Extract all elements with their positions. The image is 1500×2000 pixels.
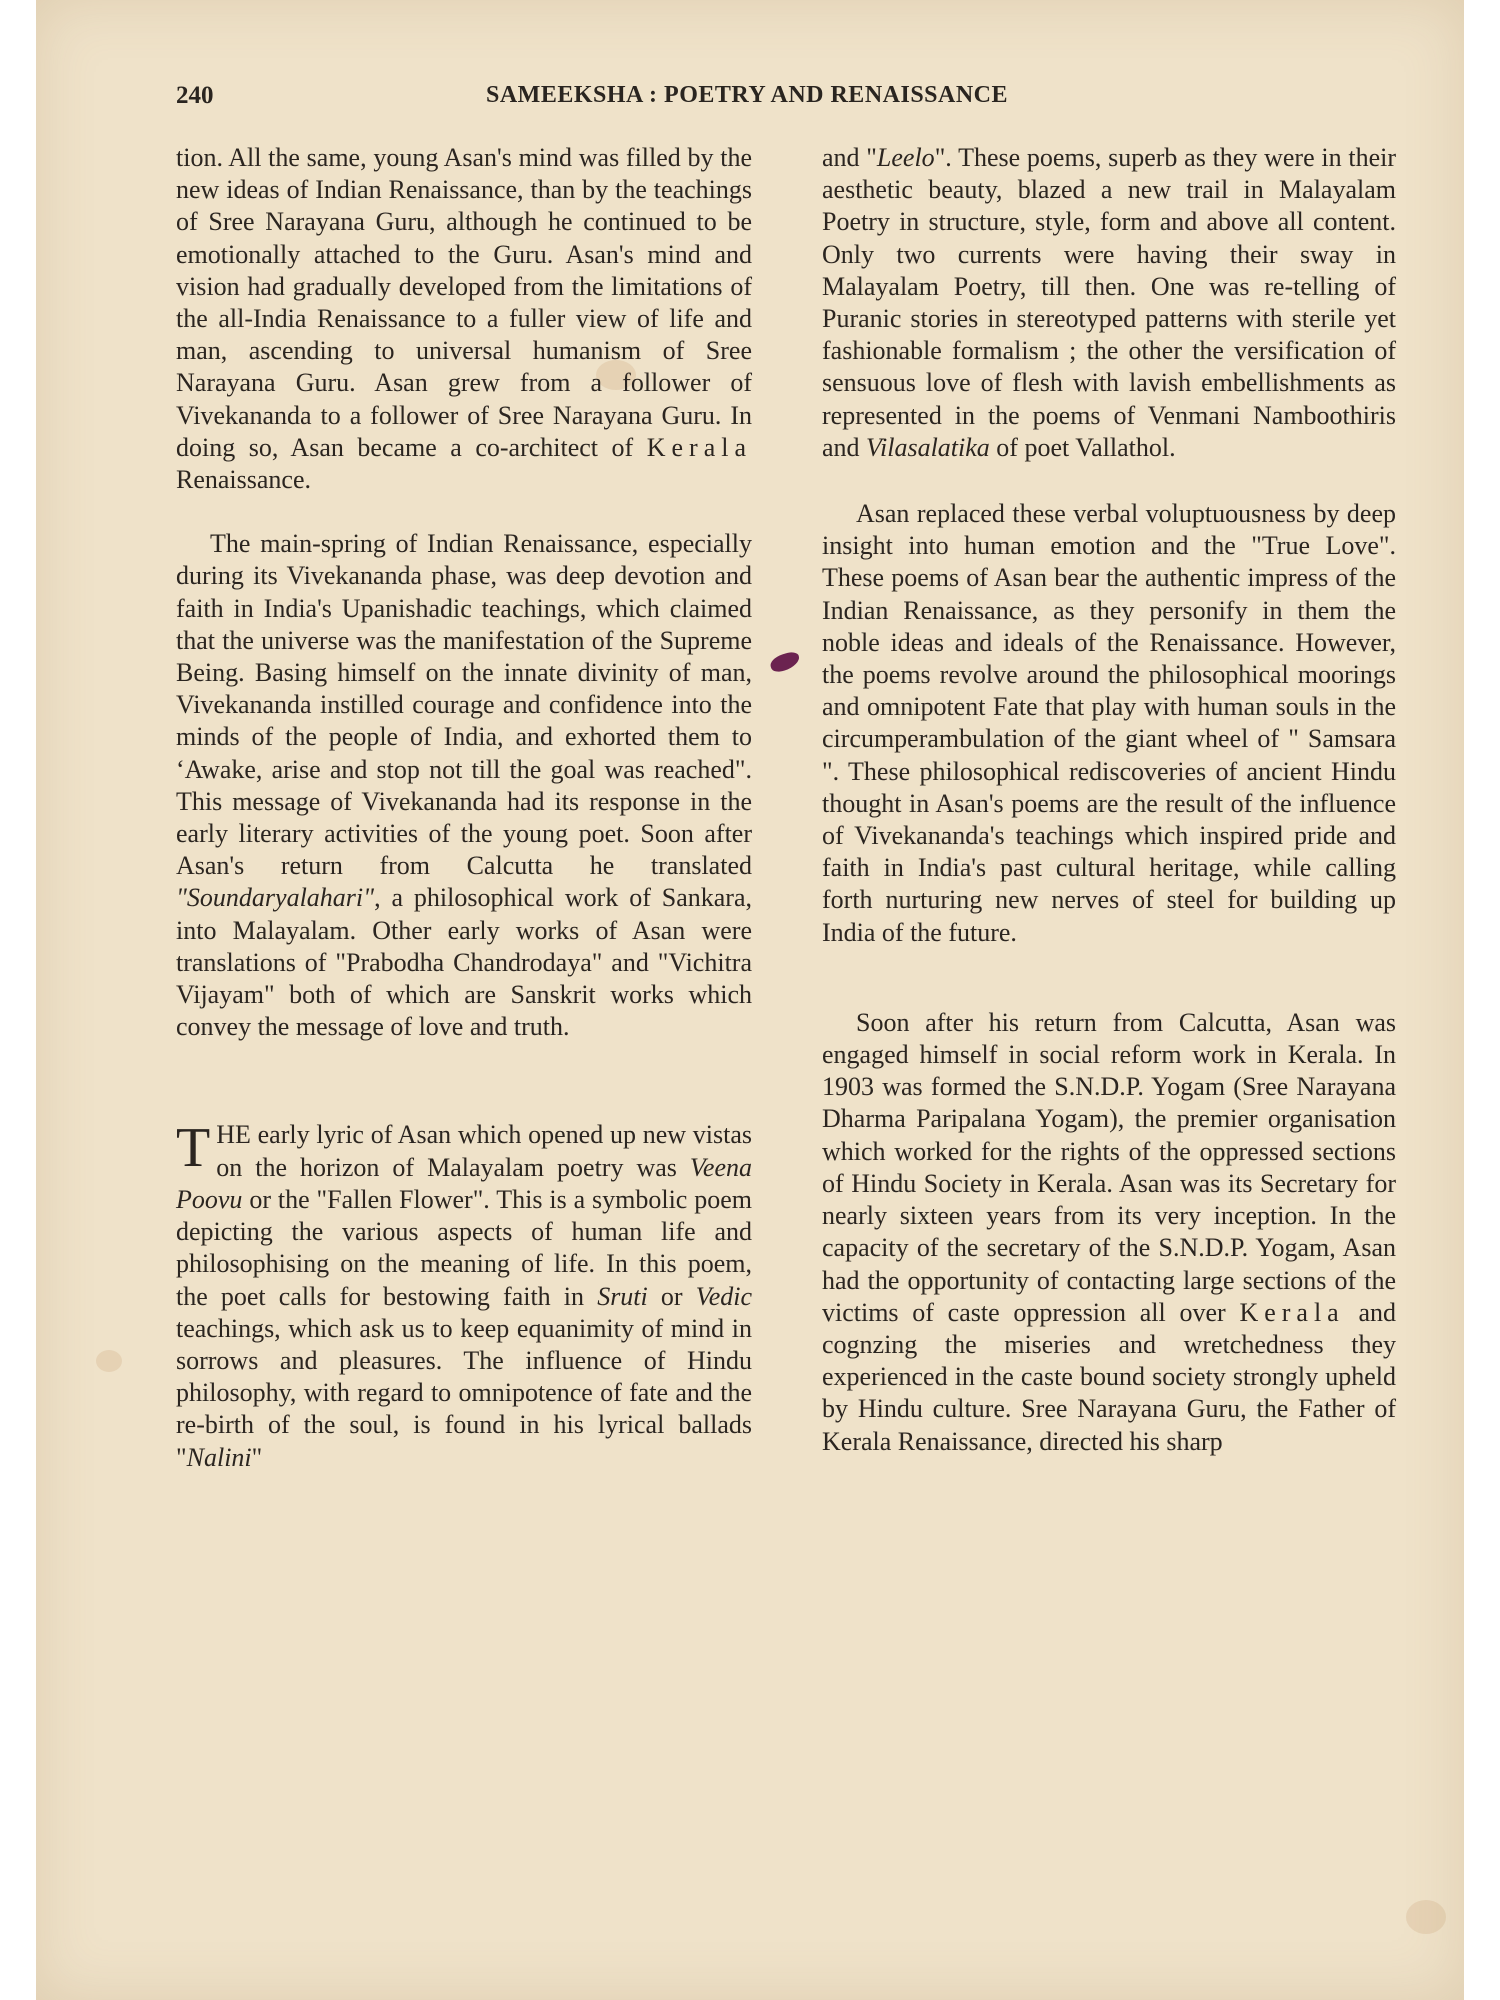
right-paragraph-1: and "Leelo". These poems, superb as they were in their aesthetic beauty, blazed a new trail in Malayalam Poetry in structure, style, form and above all content. Only two currents were having their sway in Malayalam Poetry, till then. One was re-telling of Puranic stories in stereotyped patterns with sterile yet fashionable formalism ; the other the versification of sensuous love of flesh with lavish embellishments as represented in the poems of Venmani Namboothiris and Vilasalatika of poet Vallathol. [822, 143, 1396, 462]
page-header [176, 82, 1406, 118]
paper-stain [1406, 1900, 1446, 1934]
right-paragraph-2: Asan replaced these verbal voluptuousness by deep insight into human emotion and the "True Love". These poems of Asan bear the authentic impress of the Indian Renaissance, as they personify in them the noble ideas and ideals of the Renaissance. However, the poems revolve around the philosophical moorings and omnipotent Fate that play with human souls in the circumperambulation of the giant wheel of " Samsara ". These philosophical rediscoveries of ancient Hindu thought in Asan's poems are the result of the influence of Vivekananda's teachings which inspired pride and faith in India's past cultural heritage, while calling forth nurturing new nerves of steel for building up India of the future. [822, 499, 1396, 947]
left-paragraph-1: tion. All the same, young Asan's mind was filled by the new ideas of Indian Renaissance, than by the teachings of Sree Narayana Guru, although he continued to be emotionally attached to the Guru. Asan's mind and vision had gradually developed from the limitations of the all-India Renaissance to a fuller view of life and man, ascending to universal humanism of Sree Narayana Guru. Asan grew from a follower of Vivekananda to a follower of Sree Narayana Guru. In doing so, Asan became a co-architect of Kerala Renaissance. [176, 143, 752, 495]
left-paragraph-3: THE early lyric of Asan which opened up new vistas on the horizon of Malayalam poetry was Veena Poovu or the "Fallen Flower". This is a symbolic poem depicting the various aspects of human life and philosophising on the meaning of life. In this poem, the poet calls for bestowing faith in Sruti or Vedic teachings, which ask us to keep equanimity of mind in sorrows and pleasures. The influence of Hindu philosophy, with regard to omnipotence of fate and the re-birth of the soul, is found in his lyrical ballads "Nalini" [176, 1117, 753, 1472]
right-paragraph-3: Soon after his return from Calcutta, Asan was engaged himself in social reform work in Kerala. In 1903 was formed the S.N.D.P. Yogam (Sree Narayana Dharma Paripalana Yogam), the premier organisation which worked for the rights of the oppressed sections of Hindu Society in Kerala. Asan was its Secretary for nearly sixteen years from its very inception. In the capacity of the secretary of the S.N.D.P. Yogam, Asan had the opportunity of contacting large sections of the victims of caste oppression all over Kerala and cognzing the miseries and wretchedness they experienced in the caste bound society strongly upheld by Hindu culture. Sree Narayana Guru, the Father of Kerala Renaissance, directed his sharp [822, 1007, 1396, 1456]
paper-stain [96, 1350, 122, 1372]
drop-cap: T [176, 1117, 211, 1180]
running-title: SAMEEKSHA : POETRY AND RENAISSANCE [486, 82, 1009, 108]
page-number: 240 [176, 82, 214, 109]
right-column [822, 142, 1396, 1458]
left-column [176, 142, 752, 1474]
left-paragraph-2: The main-spring of Indian Renaissance, especially during its Vivekananda phase, was deep devotion and faith in India's Upanishadic teachings, which claimed that the universe was the manifestation of the Supreme Being. Basing himself on the innate divinity of man, Vivekananda instilled courage and confidence into the minds of the people of India, and exhorted them to ‘Awake, arise and stop not till the goal was reached". This message of Vivekananda had its response in the early literary activities of the young poet. Soon after Asan's return from Calcutta he translated "Soundaryalahari", a philosophical work of Sankara, into Malayalam. Other early works of Asan were translations of "Prabodha Chandrodaya" and "Vichitra Vijayam" both of which are Sanskrit works which convey the message of love and truth. [176, 529, 752, 1042]
